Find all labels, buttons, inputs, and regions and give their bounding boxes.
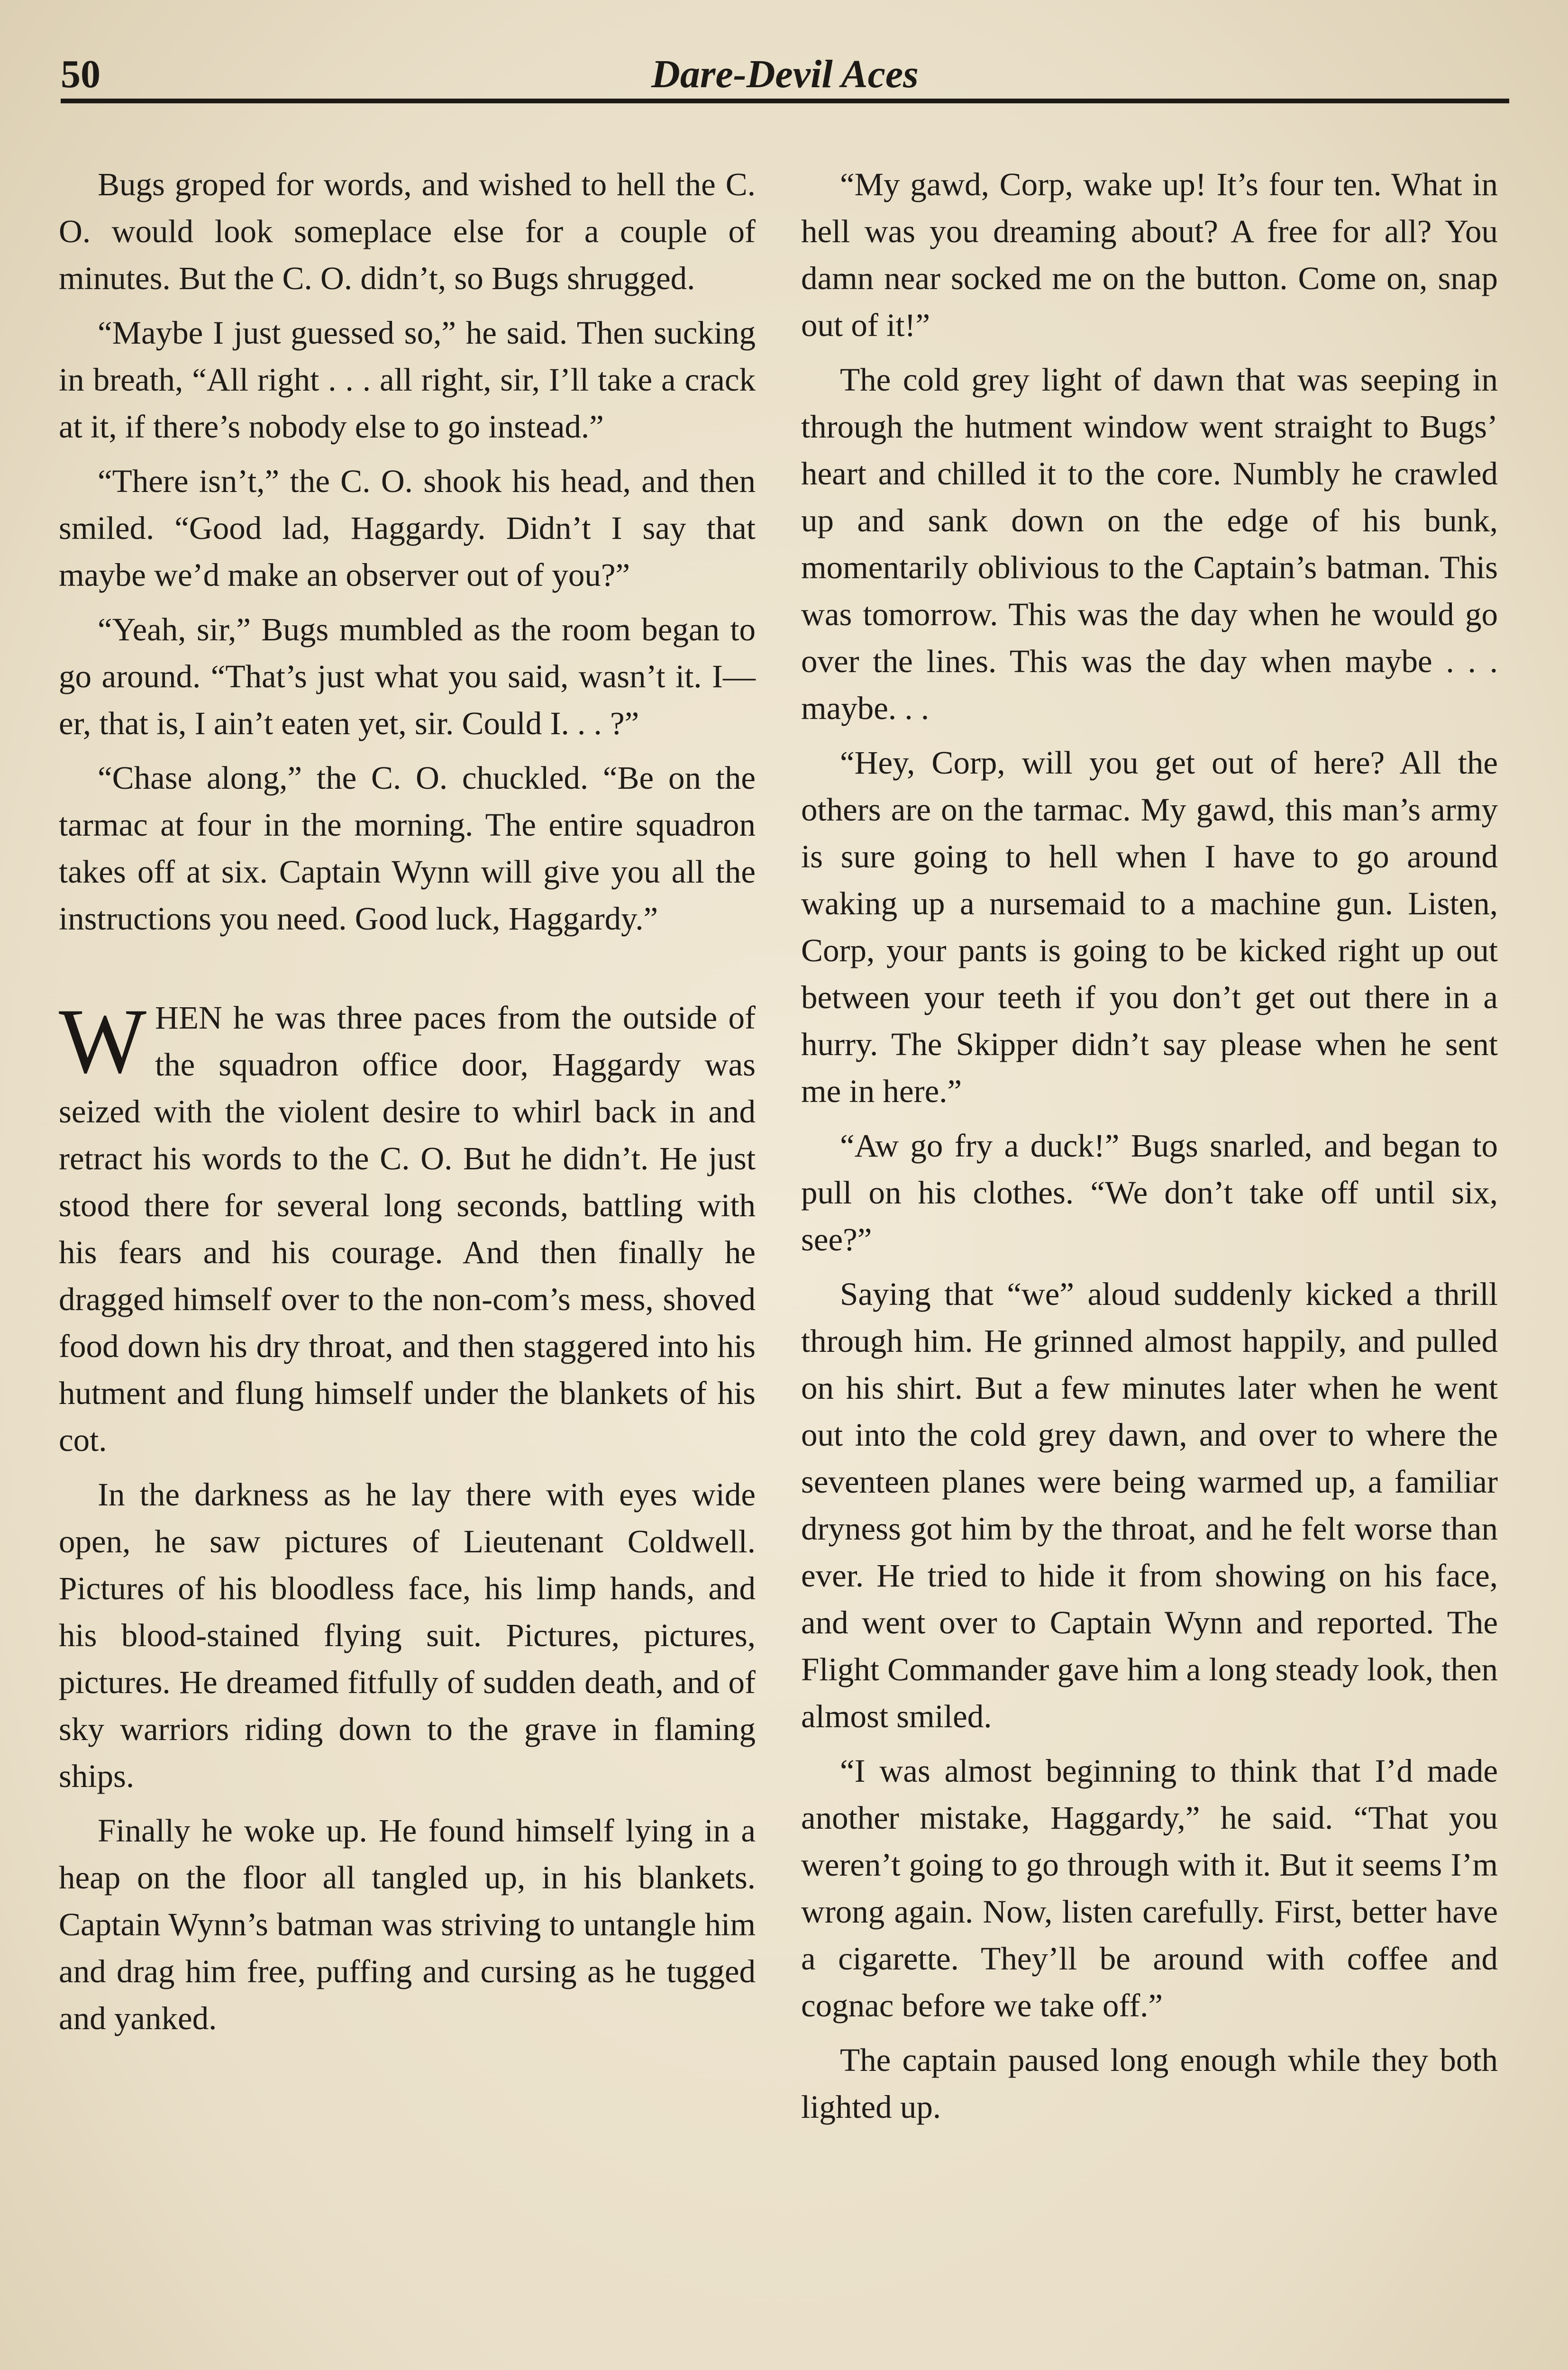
drop-cap: W (59, 990, 146, 1093)
paragraph: The cold grey light of dawn that was seeping in through the hutment window went straight to Bugs’ heart and chilled it to the core. Numbly he crawled up and sank down on the edge of his bunk, momentarily oblivious to the Captain’s batman. This was tomorrow. This was the day when he would go over the lines. This was the day when maybe . . . maybe. . . (801, 362, 1498, 726)
left-column (59, 161, 756, 2050)
page-number: 50 (61, 52, 100, 96)
section-start-paragraph (59, 990, 756, 1464)
page-header (61, 46, 1509, 107)
right-column (801, 161, 1498, 2138)
paragraph: “I was almost beginning to think that I’d made another mistake, Haggardy,” he said. “That you weren’t going to go through with it. But it seems I’m wrong again. Now, listen carefully. First, better have a cigarette. They’ll be around with coffee and cognac before we take off.” (801, 1753, 1498, 2024)
paragraph: Bugs groped for words, and wished to hell the C. O. would look someplace else for a couple of minutes. But the C. O. didn’t, so Bugs shrugged. (59, 166, 756, 296)
paragraph-text: HEN he was three paces from the outside of the squadron office door, Haggardy was seized with the violent desire to whirl back in and retract his words to the C. O. But he didn’t. He just stood there for several long seconds, battling with his fears and his courage. And then finally he dragged himself over to the non-com’s mess, shoved food down his dry throat, and then staggered into his hutment and flung himself under the blankets of his cot. (59, 1000, 756, 1458)
paragraph: “Hey, Corp, will you get out of here? All the others are on the tarmac. My gawd, this man’s army is sure going to hell when I have to go around waking up a nursemaid to a machine gun. Listen, Corp, your pants is going to be kicked right up out between your teeth if you don’t get out there in a hurry. The Skipper didn’t say please when he sent me in here.” (801, 745, 1498, 1109)
paragraph: The captain paused long enough while they both lighted up. (801, 2042, 1498, 2125)
running-title: Dare-Devil Aces (651, 52, 919, 96)
paragraph: Finally he woke up. He found himself lying in a heap on the floor all tangled up, in his blankets. Captain Wynn’s batman was striving to untangle him and drag him free, puffing and cursing as he tugged and yanked. (59, 1813, 756, 2036)
paragraph: “Yeah, sir,” Bugs mumbled as the room began to go around. “That’s just what you said, wasn’t it. I—er, that is, I ain’t eaten yet, sir. Could I. . . ?” (59, 611, 756, 741)
paragraph: In the darkness as he lay there with eyes wide open, he saw pictures of Lieutenant Coldwell. Pictures of his bloodless face, his limp hands, and his blood-stained flying suit. Pictures, pictures, pictures. He dreamed fitfully of sudden death, and of sky warriors riding down to the grave in flaming ships. (59, 1477, 756, 1794)
paragraph: “Aw go fry a duck!” Bugs snarled, and began to pull on his clothes. “We don’t take off until six, see?” (801, 1128, 1498, 1258)
paragraph: Saying that “we” aloud suddenly kicked a thrill through him. He grinned almost happily, and pulled on his shirt. But a few minutes later when he went out into the cold grey dawn, and over to where the seventeen planes were being warmed up, a familiar dryness got him by the throat, and he felt worse than ever. He tried to hide it from showing on his face, and went over to Captain Wynn and reported. The Flight Commander gave him a long steady look, then almost smiled. (801, 1276, 1498, 1734)
header-rule (61, 99, 1509, 103)
paragraph: “My gawd, Corp, wake up! It’s four ten. What in hell was you dreaming about? A free for all? You damn near socked me on the button. Come on, snap out of it!” (801, 166, 1498, 343)
paragraph: “There isn’t,” the C. O. shook his head, and then smiled. “Good lad, Haggardy. Didn’t I say that maybe we’d make an observer out of you?” (59, 463, 756, 593)
paragraph: “Maybe I just guessed so,” he said. Then sucking in breath, “All right . . . all right, sir, I’ll take a crack at it, if there’s nobody else to go instead.” (59, 315, 756, 445)
paragraph: “Chase along,” the C. O. chuckled. “Be on the tarmac at four in the morning. The entire squadron takes off at six. Captain Wynn will give you all the instructions you need. Good luck, Haggardy.” (59, 760, 756, 937)
